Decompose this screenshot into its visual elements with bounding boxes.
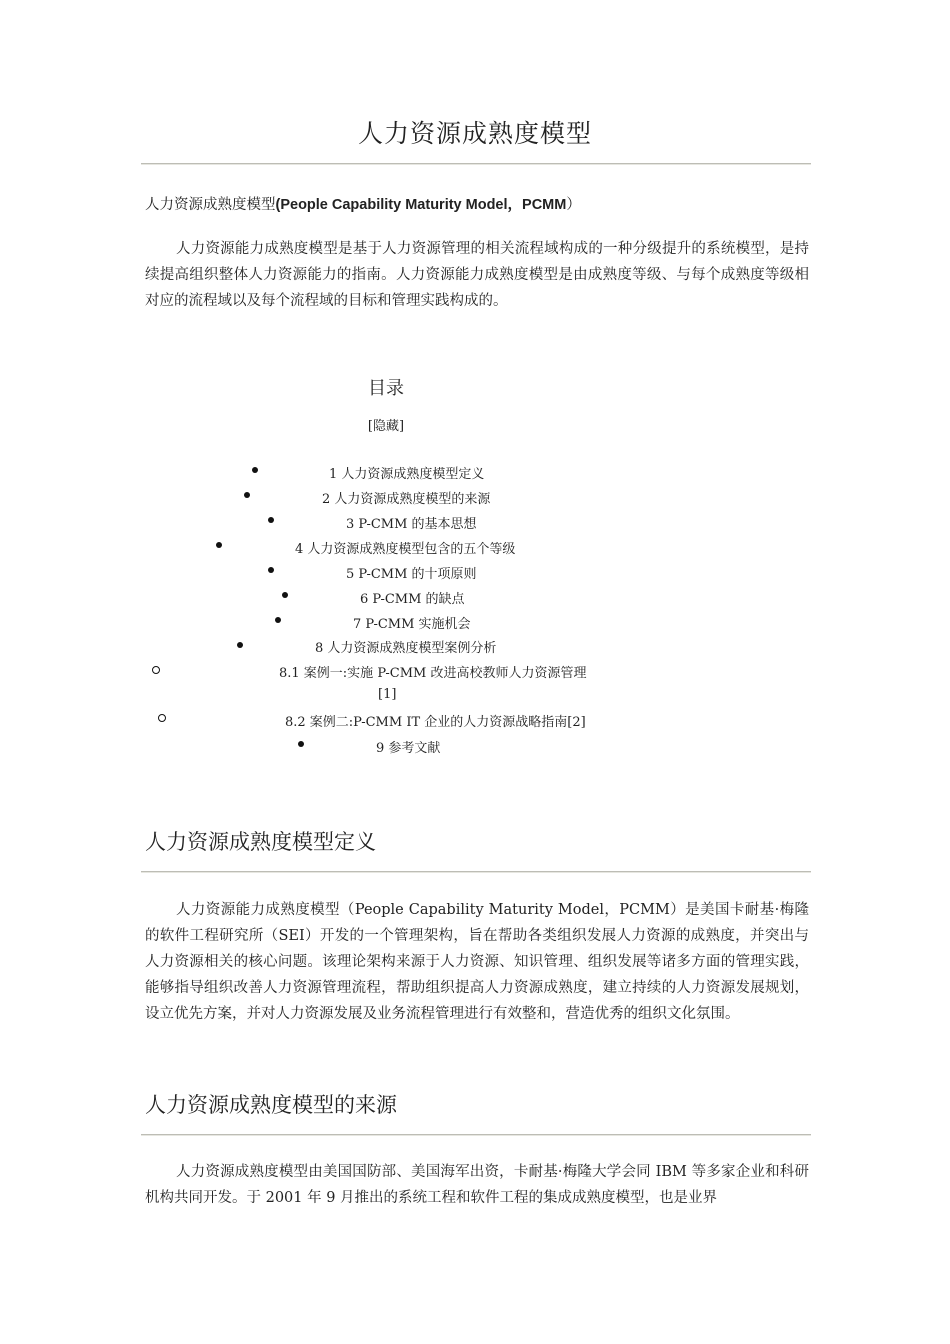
section-body-origin: 人力资源成熟度模型由美国国防部、美国海军出资，卡耐基·梅隆大学会同 IBM 等多家企业和科研机构共同开发。于 2001 年 9 月推出的系统工程和软件工程的集成成熟度模型，也是业界 (145, 1164, 809, 1206)
subtitle-en: (People Capability Maturity Model，PCMM (275, 197, 567, 213)
toc-bullet-icon (282, 592, 288, 598)
page-title: 人力资源成熟度模型 (357, 119, 592, 148)
toc-bullet-icon (216, 542, 222, 548)
section-body-definition: 人力资源能力成熟度模型（People Capability Maturity Model，PCMM）是美国卡耐基·梅隆的软件工程研究所（SEI）开发的一个管理架构，旨在帮助各类组织发展人力资源的成熟度，并突出与人力资源相关的核心问题。该理论架构来源于人力资源、知识管理、组织发展等诸多方面的管理实践，能够指导组织改善人力资源管理流程，帮助组织提高人力资源成熟度，建立持续的人力资源发展规划，设立优先方案，并对人力资源发展及业务流程管理进行有效整和，营造优秀的组织文化氛围。 (145, 902, 809, 1022)
toc-bullet-icon (275, 617, 281, 623)
toc-bullet-icon (237, 642, 243, 648)
toc-bullet-icon (298, 741, 304, 747)
toc-bullet-icon (268, 567, 274, 573)
toc-item-4[interactable]: 4 人力资源成熟度模型包含的五个等级 (295, 542, 516, 557)
toc-item-7[interactable]: 7 P-CMM 实施机会 (353, 617, 471, 632)
section-divider (141, 871, 811, 873)
toc-item-5[interactable]: 5 P-CMM 的十项原则 (346, 567, 477, 582)
section-divider (141, 1134, 811, 1136)
toc-item-6[interactable]: 6 P-CMM 的缺点 (360, 592, 465, 607)
toc-item-8-1-ref[interactable]: [1] (378, 687, 397, 702)
toc-item-9[interactable]: 9 参考文献 (376, 741, 441, 756)
toc-hide-link[interactable]: [隐藏] (367, 419, 405, 434)
toc-item-3[interactable]: 3 P-CMM 的基本思想 (346, 517, 477, 532)
toc-bullet-icon (268, 517, 274, 523)
toc-title: 目录 (368, 378, 404, 399)
toc-item-8-2[interactable]: 8.2 案例二:P-CMM IT 企业的人力资源战略指南[2] (285, 715, 586, 730)
section-heading-origin: 人力资源成熟度模型的来源 (145, 1093, 397, 1117)
subtitle (145, 193, 581, 214)
toc-item-8[interactable]: 8 人力资源成熟度模型案例分析 (315, 641, 497, 656)
section-heading-definition: 人力资源成熟度模型定义 (145, 830, 376, 854)
toc-item-2[interactable]: 2 人力资源成熟度模型的来源 (322, 492, 491, 507)
toc-bullet-icon (252, 467, 258, 473)
intro-paragraph: 人力资源能力成熟度模型是基于人力资源管理的相关流程域构成的一种分级提升的系统模型，是持续提高组织整体人力资源能力的指南。人力资源能力成熟度模型是由成熟度等级、与每个成熟度等级相对应的流程域以及每个流程域的目标和管理实践构成的。 (145, 241, 809, 309)
toc-item-8-1[interactable]: 8.1 案例一:实施 P-CMM 改进高校教师人力资源管理 (279, 666, 587, 681)
toc-subbullet-icon (152, 666, 160, 674)
toc-item-1[interactable]: 1 人力资源成熟度模型定义 (329, 467, 485, 482)
subtitle-close: ） (566, 197, 581, 213)
toc-subbullet-icon (158, 714, 166, 722)
toc-bullet-icon (244, 492, 250, 498)
title-divider (141, 163, 811, 165)
subtitle-cn: 人力资源成熟度模型 (145, 197, 276, 213)
